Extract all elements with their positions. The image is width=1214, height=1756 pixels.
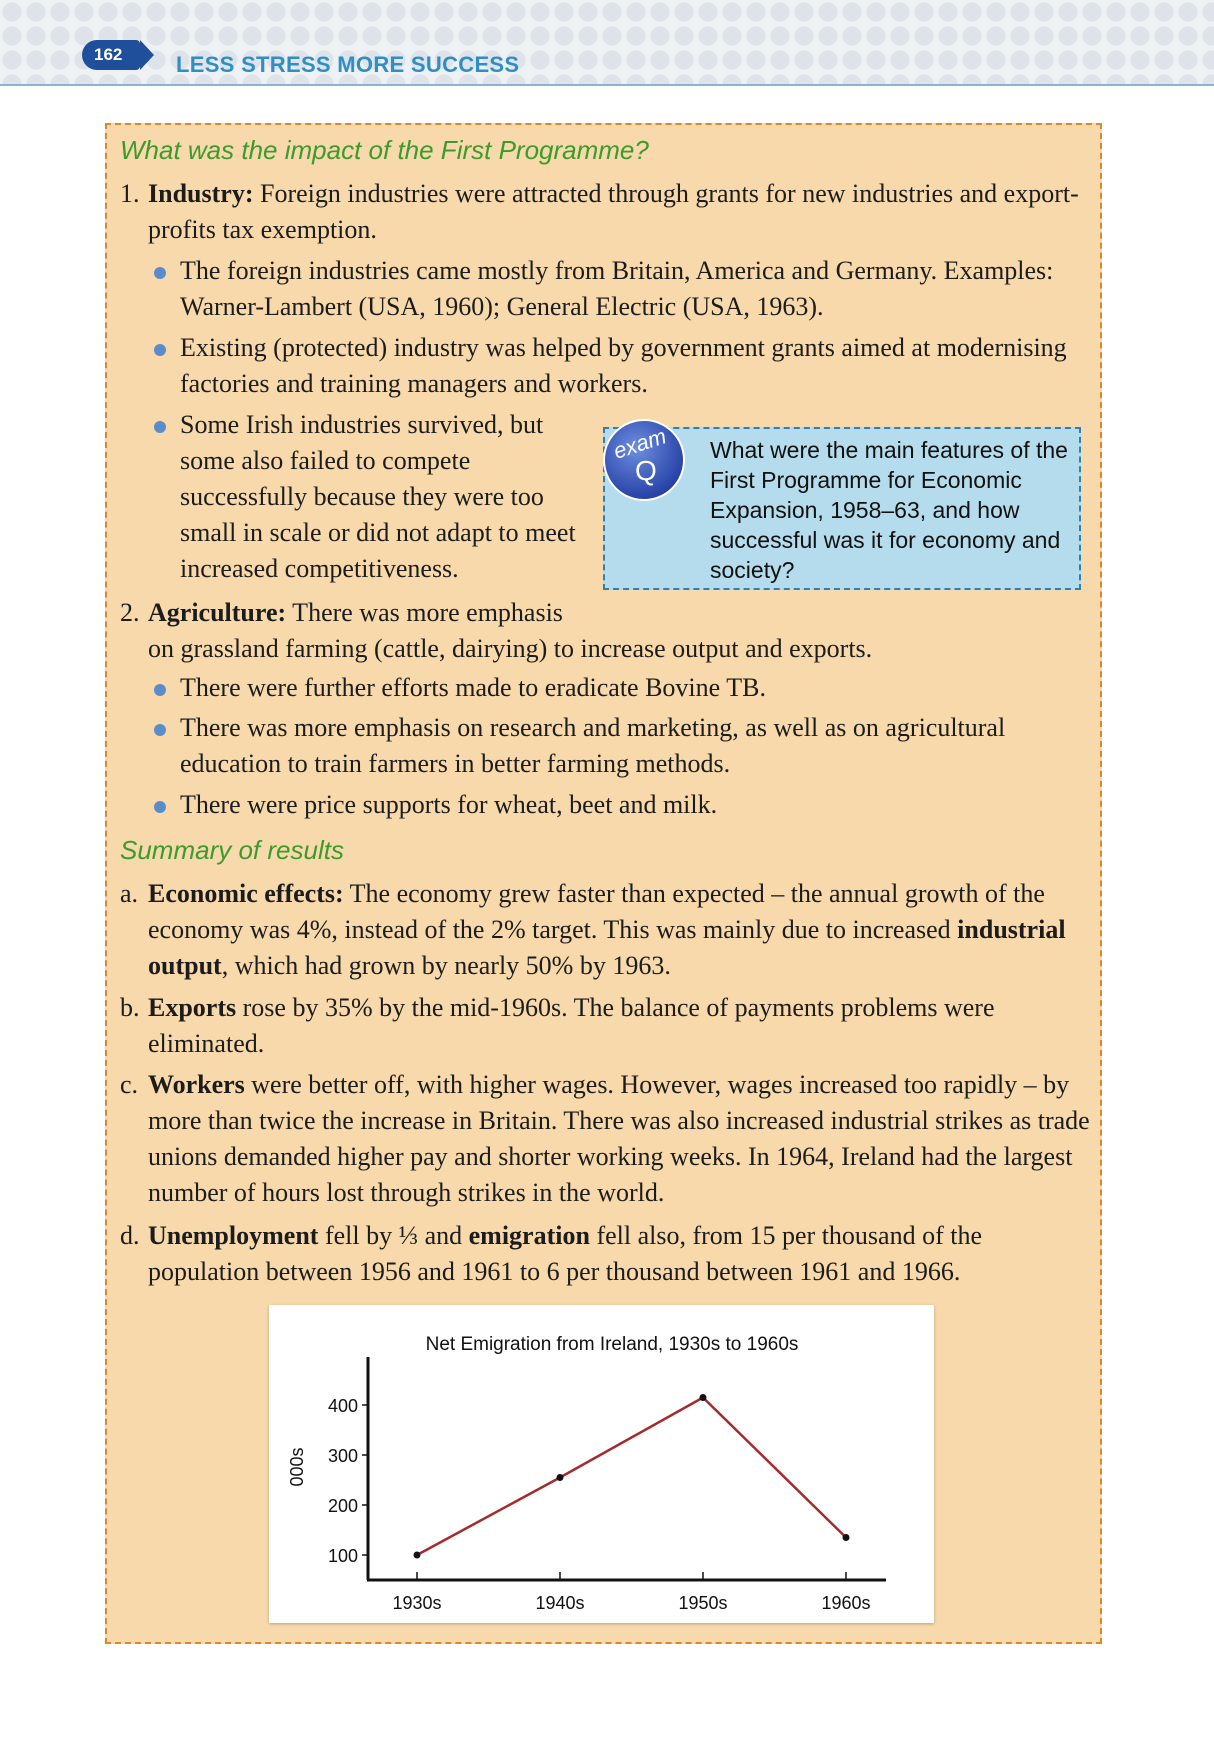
item-text-2: fell also, from 15 per thousand of the population between 1956 and 1961 to 6 per thousand between 1961 and 1966.	[148, 1221, 983, 1286]
y-axis-label: 000s	[287, 1447, 307, 1487]
item-bold: Economic effects:	[148, 879, 344, 908]
x-tick-label-1940s: 1940s	[535, 1593, 585, 1613]
item-text: were better off, with higher wages. However, wages increased too rapidly – by more than twice the increase in Britain. There was also increased industrial strikes as trade unions demanded higher pay and shorter working weeks. In 1964, Ireland had the largest number of hours lost through strikes in the world.	[148, 1070, 1090, 1207]
item-label: 2.	[120, 598, 140, 627]
bullet-dot	[154, 344, 166, 356]
item-bold: Unemployment	[148, 1221, 319, 1250]
item-text: fell by ⅓ and	[318, 1221, 469, 1250]
data-point-1960s	[843, 1534, 850, 1541]
item-text-2: , which had grown by nearly 50% by 1963.	[221, 951, 671, 980]
item-text: rose by 35% by the mid-1960s. The balance of payments problems were eliminated.	[148, 993, 995, 1058]
item-label: a.	[120, 879, 139, 908]
item-text: Foreign industries were attracted through grants for new industries and export-profits tax exemption.	[148, 179, 1079, 244]
item-industry	[120, 176, 1088, 248]
item-heading: Industry:	[148, 179, 254, 208]
section-title-summary: Summary of results	[120, 835, 344, 865]
emigration-chart-card	[269, 1305, 934, 1623]
data-point-1940s	[557, 1474, 564, 1481]
x-tick-label-1950s: 1950s	[678, 1593, 728, 1613]
bullet-text: There was more emphasis on research and marketing, as well as on agricultural education to train farmers in better farming methods.	[180, 713, 1006, 778]
bullet-dot	[154, 724, 166, 736]
exam-letter: Q	[635, 455, 657, 486]
bullet-agri-2	[180, 710, 1080, 782]
bullet-industry-3	[180, 407, 585, 587]
bullet-industry-2	[180, 330, 1080, 402]
item-heading: Agriculture:	[148, 598, 287, 627]
bullet-dot	[154, 421, 166, 433]
item-text-line1: There was more emphasis	[286, 598, 563, 627]
x-tick-label-1930s: 1930s	[392, 1593, 442, 1613]
bullet-text: Some Irish industries survived, but some also failed to compete successfully because they were too small in scale or did not adapt to meet increased competitiveness.	[180, 410, 576, 583]
exam-word: exam	[610, 423, 670, 464]
exam-question-text: What were the main features of the First Programme for Economic Expansion, 1958–63, and how successful was it for economy and society?	[710, 437, 1068, 583]
summary-item-d	[120, 1218, 1093, 1290]
item-label: b.	[120, 993, 140, 1022]
item-label: c.	[120, 1070, 139, 1099]
bullet-dot	[154, 684, 166, 696]
bullet-text: Existing (protected) industry was helped by government grants aimed at modernising factories and training managers and workers.	[180, 333, 1067, 398]
summary-item-a	[120, 876, 1093, 984]
page-header	[0, 0, 1214, 86]
y-tick-label-300: 300	[327, 1446, 358, 1466]
item-bold: Workers	[148, 1070, 245, 1099]
y-tick-label-400: 400	[327, 1396, 358, 1416]
bullet-dot	[154, 801, 166, 813]
exam-q-icon	[603, 419, 685, 501]
data-point-1930s	[414, 1552, 421, 1559]
bullet-industry-1	[180, 253, 1080, 325]
summary-item-b	[120, 990, 1093, 1062]
chart-title: Net Emigration from Ireland, 1930s to 1960s	[425, 1334, 799, 1355]
item-bold-2: emigration	[468, 1221, 590, 1250]
summary-item-c	[120, 1067, 1093, 1211]
bullet-agri-1	[180, 670, 1080, 706]
bullet-text: The foreign industries came mostly from Britain, America and Germany. Examples: Warner-Lambert (USA, 1960); General Electric (USA, 1963).	[180, 256, 1054, 321]
series-line	[417, 1398, 846, 1556]
y-tick-label-200: 200	[327, 1496, 358, 1516]
y-tick-label-100: 100	[327, 1546, 358, 1566]
bullet-dot	[154, 267, 166, 279]
item-label: d.	[120, 1221, 140, 1250]
item-label: 1.	[120, 179, 140, 208]
data-point-1950s	[700, 1394, 707, 1401]
bullet-text: There were price supports for wheat, beet and milk.	[180, 790, 718, 819]
exam-question-box	[603, 423, 1081, 590]
bullet-text: There were further efforts made to eradicate Bovine TB.	[180, 673, 766, 702]
item-text: The economy grew faster than expected – the annual growth of the economy was 4%, instead of the 2% target. This was mainly due to increased	[148, 879, 1045, 944]
running-title: LESS STRESS MORE SUCCESS	[176, 52, 520, 77]
item-agriculture	[120, 595, 1078, 667]
emigration-line-chart	[269, 1305, 934, 1623]
item-bold-2: industrial output	[148, 915, 1066, 980]
x-tick-label-1960s: 1960s	[821, 1593, 871, 1613]
section-title-impact: What was the impact of the First Programme?	[120, 135, 649, 165]
item-bold: Exports	[148, 993, 237, 1022]
item-text-rest: on grassland farming (cattle, dairying) to increase output and exports.	[148, 634, 873, 663]
bullet-agri-3	[180, 787, 1080, 823]
page-number-badge: 162	[82, 40, 140, 70]
